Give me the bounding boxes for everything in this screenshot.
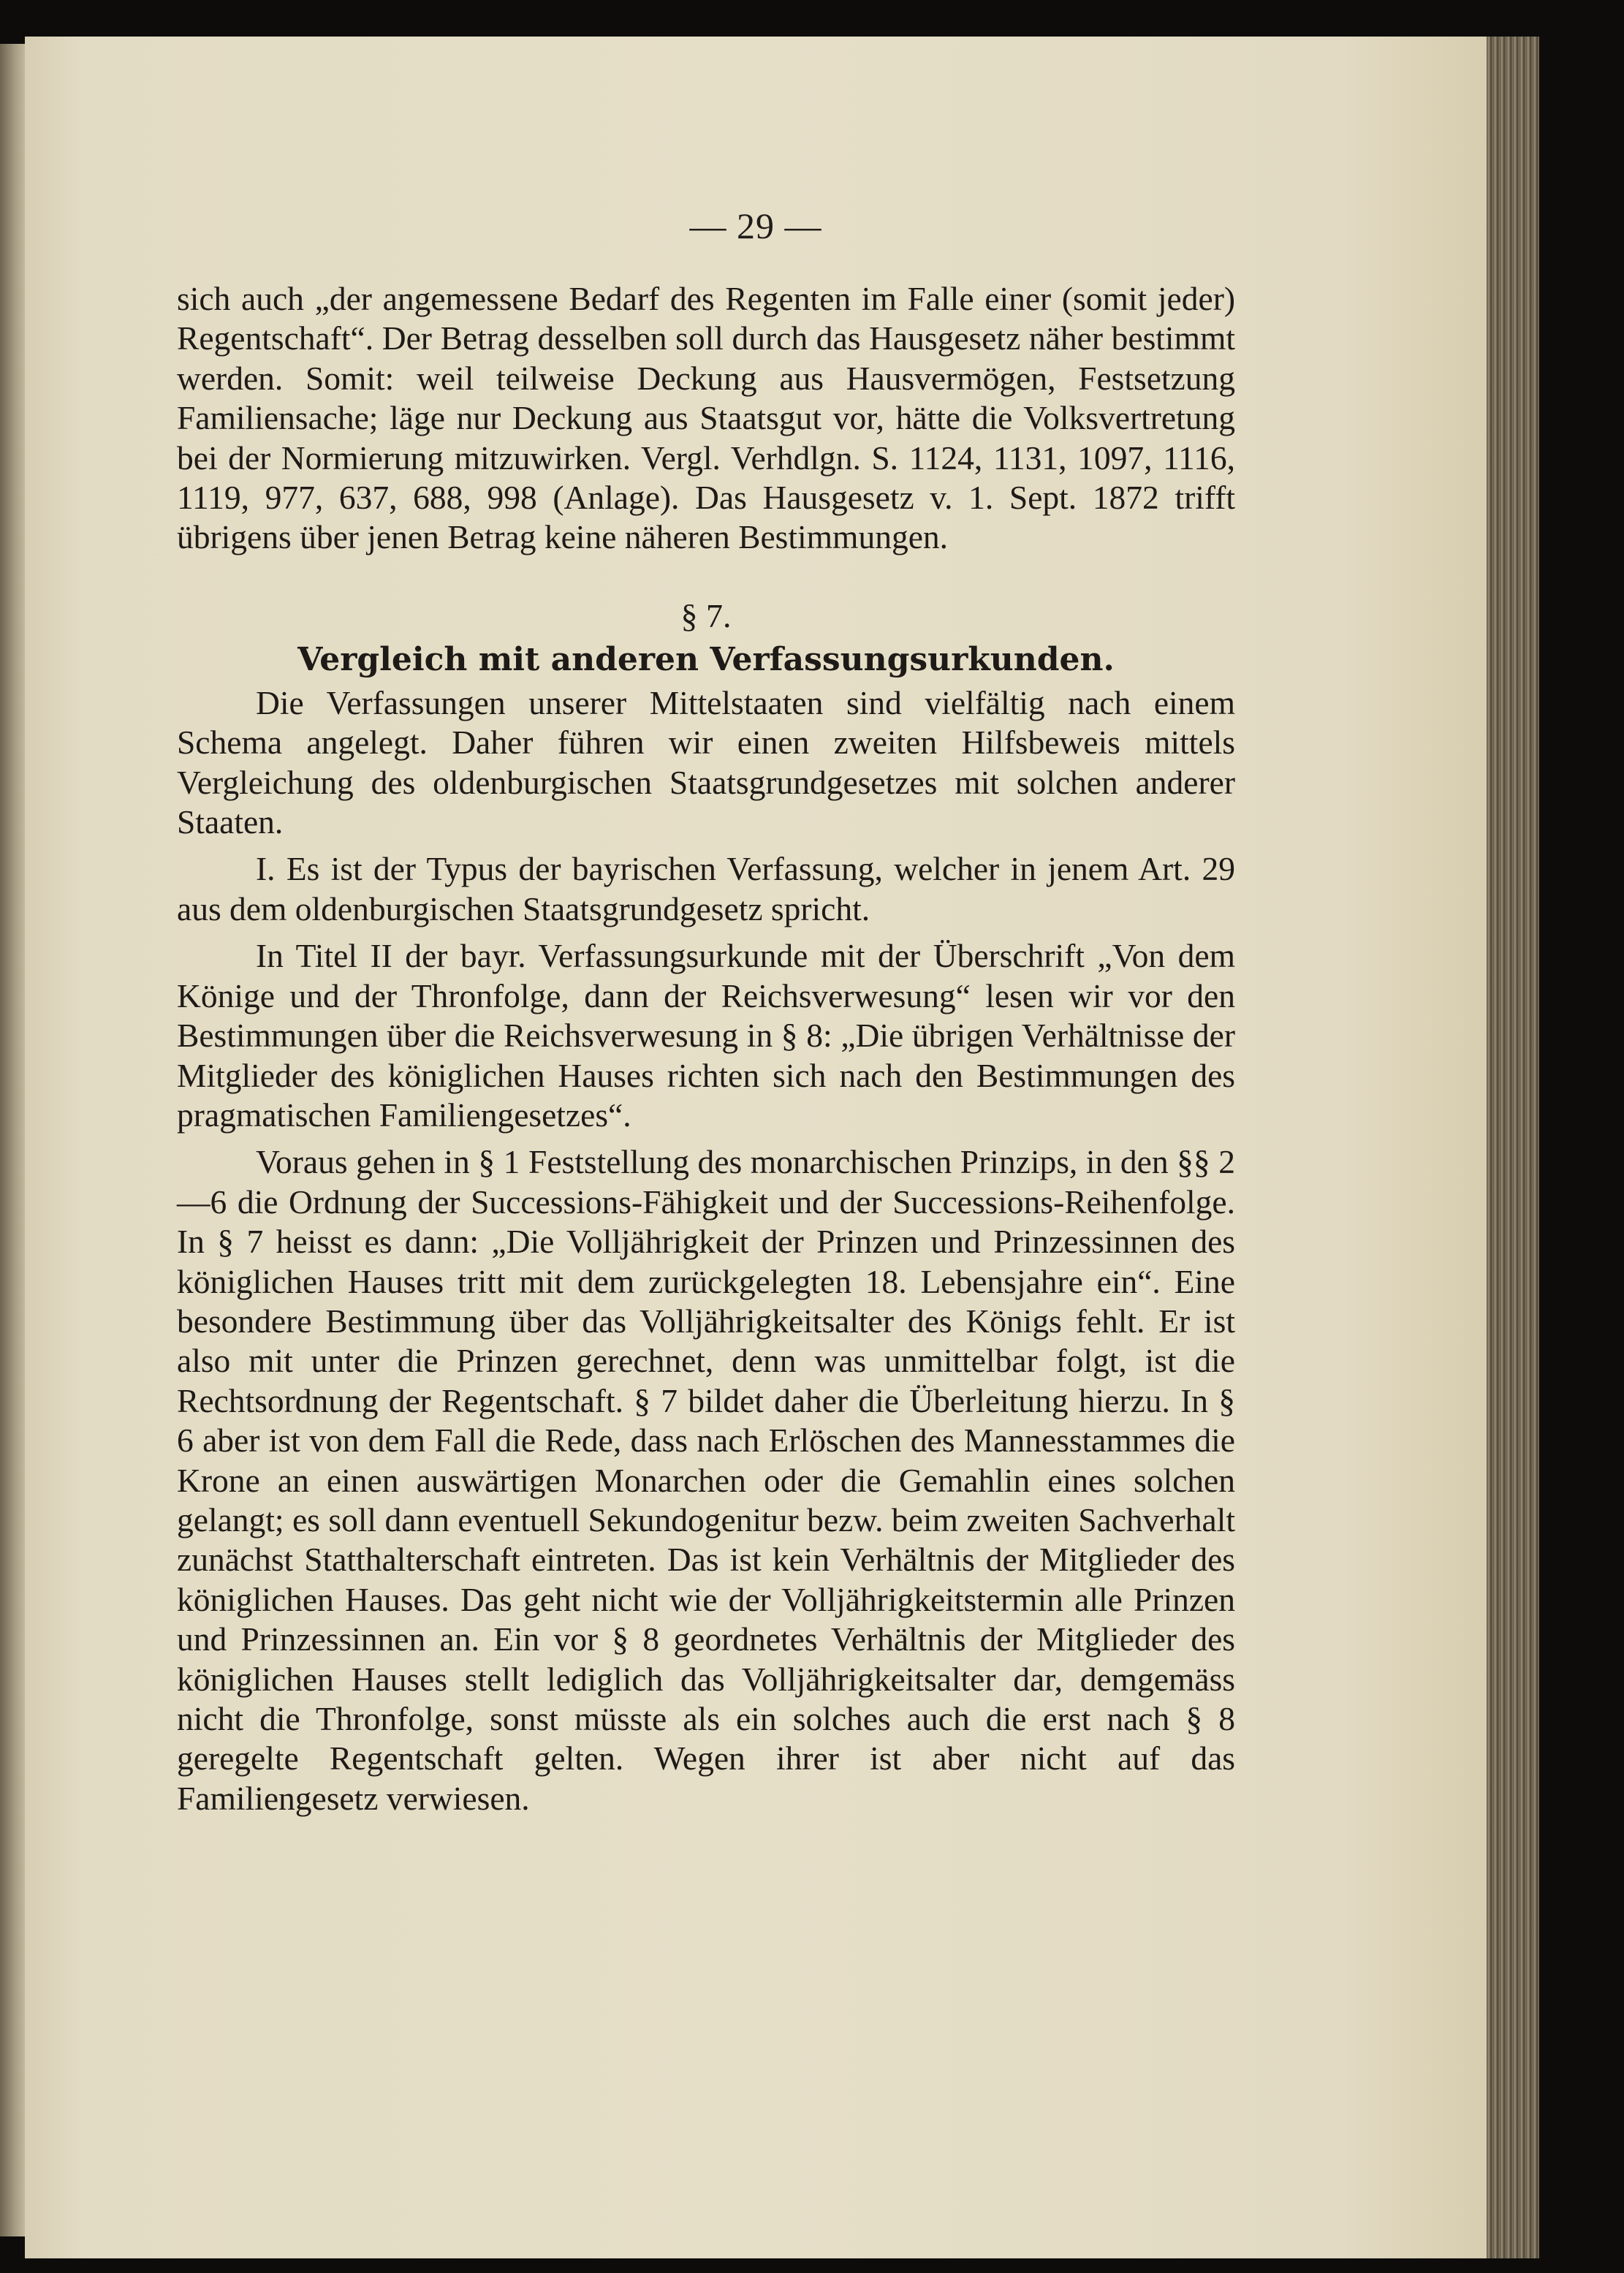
page-number: — 29 — bbox=[689, 205, 822, 246]
page-edges bbox=[1487, 37, 1539, 2258]
section-heading: Vergleich mit anderen Verfassungsurkunden. bbox=[297, 640, 1115, 678]
book-page bbox=[25, 37, 1487, 2258]
paragraph: In Titel II der bayr. Verfassungsurkunde mit der Überschrift „Von dem Könige und der Thronfolge, dann der Reichsverwesung“ lesen wir vor den Bestimmungen über die Reichsverwesung in § 8: „Die übrigen Verhältnisse der Mitglieder des königlichen Hauses richten sich nach den Bestimmungen des pragmatischen Familiengesetzes“. bbox=[177, 937, 1235, 1134]
section-number: § 7. bbox=[680, 596, 732, 634]
paragraph-continuation: sich auch „der angemessene Bedarf des Regenten im Falle einer (somit jeder) Regentschaft“. Der Betrag desselben soll durch das Hausgesetz näher bestimmt werden. Somit: weil teilweise Deckung aus Hausvermögen, Festsetzung Familiensache; läge nur Deckung aus Staatsgut vor, hätte die Volksvertretung bei der Normierung mitzuwirken. Vergl. Verhdlgn. S. 1124, 1131, 1097, 1116, 1119, 977, 637, 688, 998 (Anlage). Das Hausgesetz v. 1. Sept. 1872 trifft übrigens über jenen Betrag keine näheren Bestimmungen. bbox=[177, 280, 1235, 556]
dark-background bbox=[1539, 29, 1624, 2273]
paragraph: Die Verfassungen unserer Mittelstaaten sind vielfältig nach einem Schema angelegt. Daher führen wir einen zweiten Hilfsbeweis mittels Vergleichung des oldenburgischen Staatsgrundgesetzes mit solchen anderer Staaten. bbox=[177, 683, 1235, 841]
book-spine-shadow bbox=[0, 44, 25, 2236]
paragraph: Voraus gehen in § 1 Feststellung des monarchischen Prinzips, in den §§ 2—6 die Ordnung der Successions-Fähigkeit und der Successions-Reihenfolge. In § 7 heisst es dann: „Die Volljährigkeit der Prinzen und Prinzessinnen des königlichen Hauses tritt mit dem zurückgelegten 18. Lebensjahre ein“. Eine besondere Bestimmung über das Volljährigkeitsalter des Königs fehlt. Er ist also mit unter die Prinzen gerechnet, denn was unmittelbar folgt, ist die Rechtsordnung der Regentschaft. § 7 bildet daher die Überleitung hierzu. In § 6 aber ist von dem Fall die Rede, dass nach Erlöschen des Mannesstammes die Krone an einen auswärtigen Monarchen oder die Gemahlin eines solchen gelangt; es soll dann eventuell Sekundogenitur bezw. beim zweiten Sachverhalt zunächst Statthalterschaft eintreten. Das ist kein Verhältnis der Mitglieder des königlichen Hauses. Das geht nicht wie der Volljährigkeitstermin alle Prinzen und Prinzessinnen an. Ein vor § 8 geordnetes Verhältnis der Mitglieder des königlichen Hauses stellt lediglich das Volljährigkeitsalter dar, demgemäss nicht die Thronfolge, sonst müsste als ein solches auch die erst nach § 8 geregelte Regentschaft gelten. Wegen ihrer ist aber nicht auf das Familiengesetz verwiesen. bbox=[177, 1143, 1235, 1817]
page-text bbox=[177, 279, 1235, 1818]
paragraph: I. Es ist der Typus der bayrischen Verfassung, welcher in jenem Art. 29 aus dem oldenburgischen Staatsgrundgesetz spricht. bbox=[177, 850, 1235, 927]
